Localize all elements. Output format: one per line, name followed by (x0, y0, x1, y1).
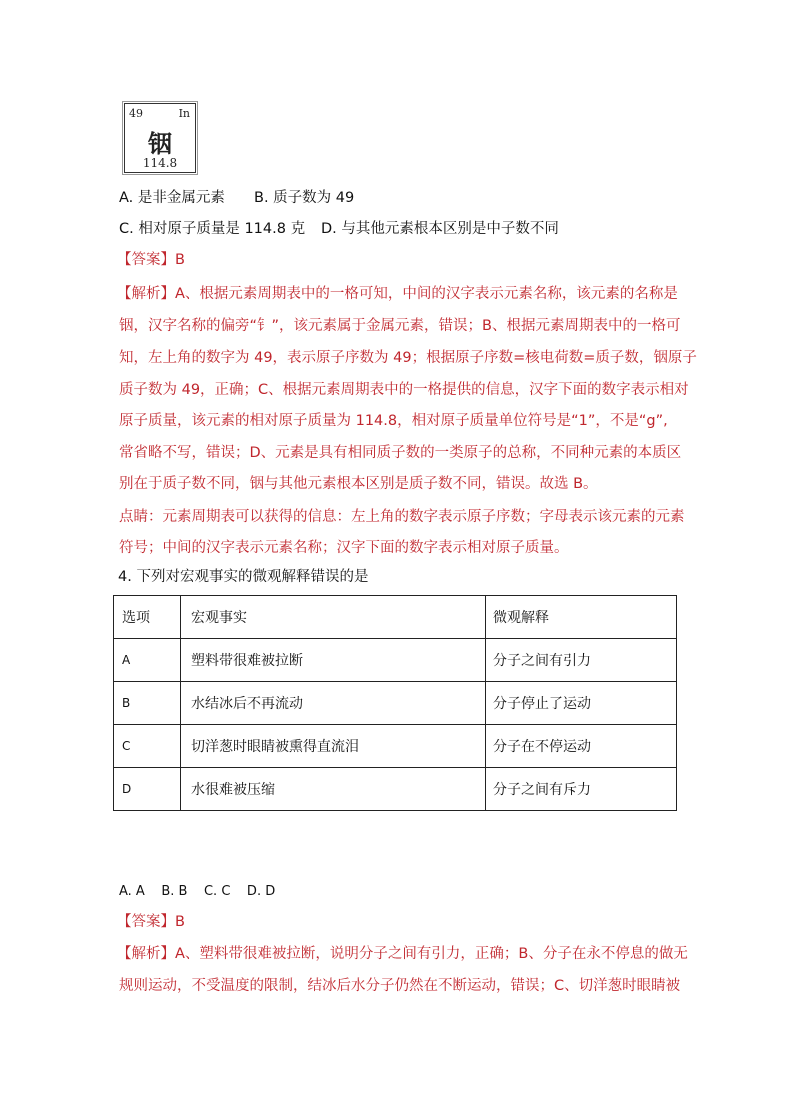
table-header-cell: 选项 (114, 596, 181, 639)
q3-option-a: A. 是非金属元素 (119, 190, 225, 206)
table-cell-option: B (114, 682, 181, 725)
element-number: 49 (129, 107, 143, 120)
q3-option-d: D. 与其他元素根本区别是中子数不同 (321, 221, 559, 237)
table-row (114, 682, 677, 725)
table-cell-fact: 水结冰后不再流动 (181, 682, 486, 725)
q3-analysis-line: 质子数为 49，正确；C、根据元素周期表中的一格提供的信息，汉字下面的数字表示相对 (119, 382, 689, 398)
table-cell-fact: 水很难被压缩 (181, 768, 486, 811)
table-cell-option: D (114, 768, 181, 811)
table-cell-explanation: 分子之间有斥力 (486, 768, 677, 811)
table-row (114, 768, 677, 811)
element-name: 铟 (148, 129, 172, 158)
q3-option-b: B. 质子数为 49 (254, 190, 355, 206)
element-card (124, 103, 196, 173)
q3-analysis-line: 常省略不写，错误；D、元素是具有相同质子数的一类原子的总称，不同种元素的本质区 (119, 445, 682, 461)
table-cell-option: C (114, 725, 181, 768)
table-cell-fact: 切洋葱时眼睛被熏得直流泪 (181, 725, 486, 768)
table-cell-explanation: 分子之间有引力 (486, 639, 677, 682)
q3-option-c: C. 相对原子质量是 114.8 克 (119, 221, 306, 237)
table-header-row (114, 596, 677, 639)
table-cell-explanation: 分子停止了运动 (486, 682, 677, 725)
q3-tip-line: 点睛：元素周期表可以获得的信息：左上角的数字表示原子序数；字母表示该元素的元素 (119, 509, 685, 525)
q3-analysis-line: 知，左上角的数字为 49，表示原子序数为 49；根据原子序数=核电荷数=质子数，铟原子 (119, 350, 697, 366)
q3-analysis-line: 别在于质子数不同，铟与其他元素根本区别是质子数不同，错误。故选 B。 (119, 476, 598, 492)
q4-analysis-line: 规则运动，不受温度的限制，结冰后水分子仍然在不断运动，错误；C、切洋葱时眼睛被 (119, 978, 681, 994)
q3-answer: 【答案】B (117, 252, 185, 268)
q4-analysis-line: 【解析】A、塑料带很难被拉断，说明分子之间有引力，正确；B、分子在永不停息的做无 (117, 946, 688, 962)
table-row (114, 725, 677, 768)
q3-analysis-line: 铟，汉字名称的偏旁“钅”，该元素属于金属元素，错误；B、根据元素周期表中的一格可 (119, 318, 681, 334)
q3-tip-line: 符号；中间的汉字表示元素名称；汉字下面的数字表示相对原子质量。 (119, 540, 569, 556)
table-cell-explanation: 分子在不停运动 (486, 725, 677, 768)
q3-analysis-line: 【解析】A、根据元素周期表中的一格可知，中间的汉字表示元素名称，该元素的名称是 (117, 286, 678, 302)
q4-answer: 【答案】B (117, 914, 185, 930)
table-row (114, 639, 677, 682)
element-mass: 114.8 (142, 156, 178, 170)
table-cell-fact: 塑料带很难被拉断 (181, 639, 486, 682)
table-header-cell: 微观解释 (486, 596, 677, 639)
q4-question: 4. 下列对宏观事实的微观解释错误的是 (118, 569, 369, 585)
q4-options: A. A B. B C. C D. D (119, 884, 276, 899)
table-header-cell: 宏观事实 (181, 596, 486, 639)
element-symbol: In (178, 107, 190, 120)
q3-analysis-line: 原子质量，该元素的相对原子质量为 114.8，相对原子质量单位符号是“1”，不是“g”, (119, 413, 668, 429)
table-cell-option: A (114, 639, 181, 682)
q4-table (113, 595, 677, 811)
